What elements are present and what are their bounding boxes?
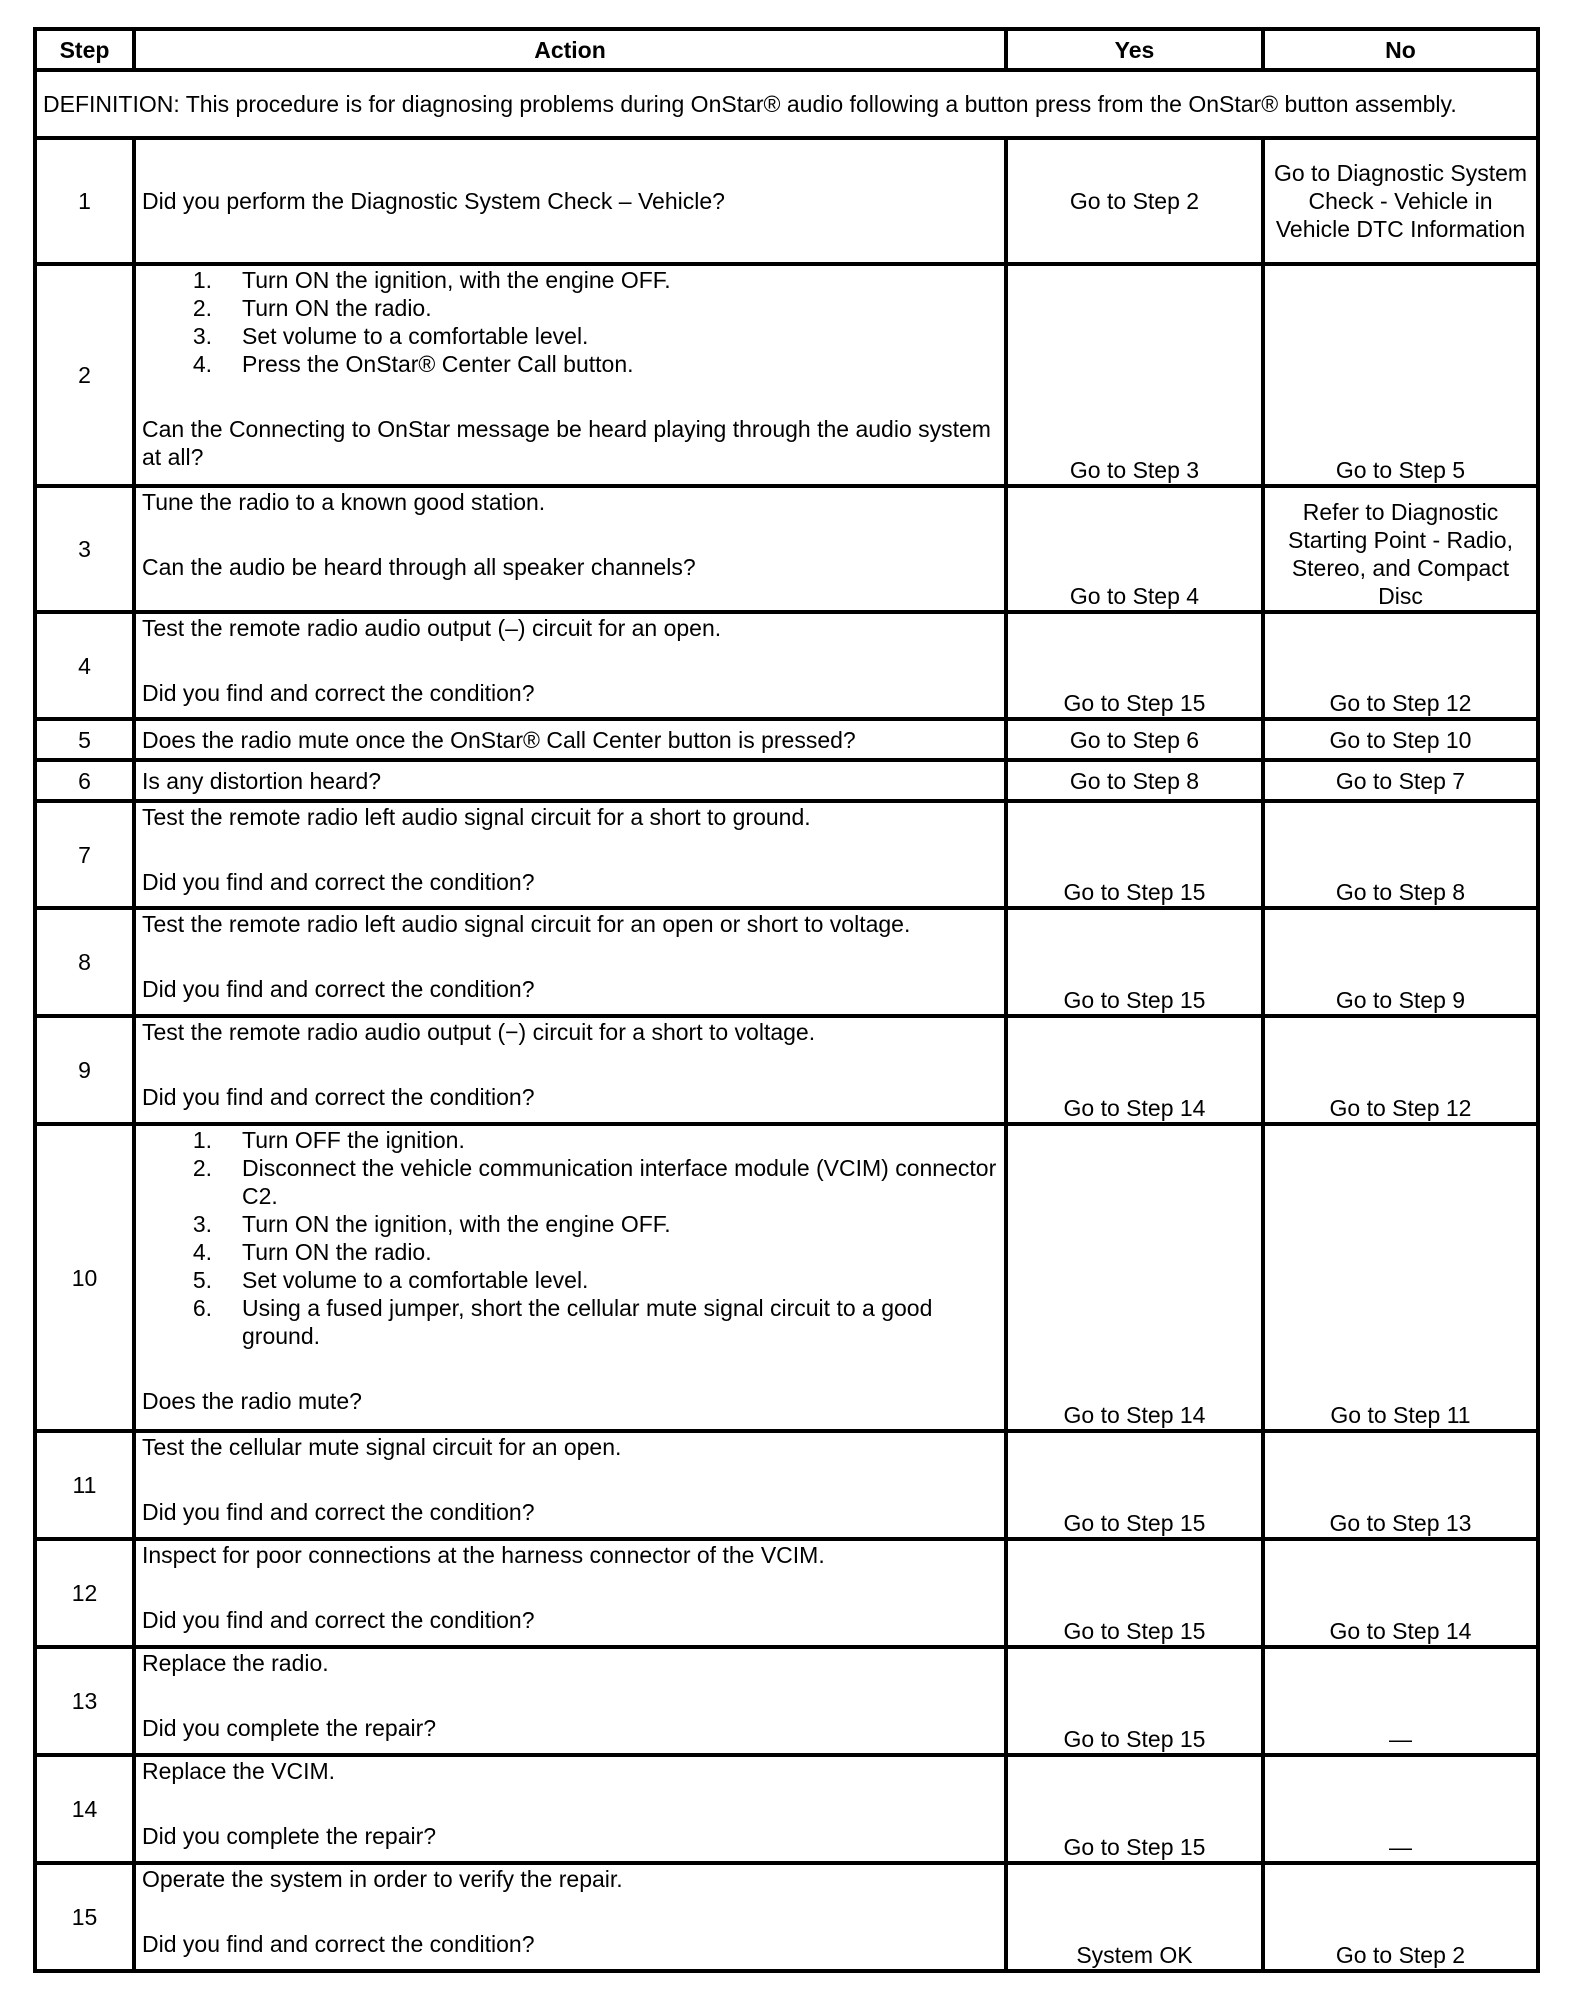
yes-result: Go to Step 3 bbox=[1006, 264, 1263, 486]
header-action: Action bbox=[134, 29, 1006, 70]
substep-item bbox=[142, 1238, 998, 1266]
substep-text: Press the OnStar® Center Call button. bbox=[242, 351, 634, 377]
yes-result: Go to Step 15 bbox=[1006, 1755, 1263, 1863]
step-number: 1 bbox=[35, 138, 134, 264]
action-cell bbox=[134, 760, 1006, 801]
spacer bbox=[142, 1677, 998, 1714]
yes-result: System OK bbox=[1006, 1863, 1263, 1971]
no-result: — bbox=[1263, 1647, 1538, 1755]
table-row bbox=[35, 908, 1538, 1016]
step-number: 9 bbox=[35, 1016, 134, 1124]
yes-result: Go to Step 14 bbox=[1006, 1124, 1263, 1431]
substep-number: 1. bbox=[192, 1127, 212, 1153]
action-cell bbox=[134, 1431, 1006, 1539]
spacer bbox=[142, 1046, 998, 1083]
no-result: Go to Step 13 bbox=[1263, 1431, 1538, 1539]
action-cell bbox=[134, 138, 1006, 264]
question-text: Did you find and correct the condition? bbox=[142, 1084, 535, 1110]
step-number: 8 bbox=[35, 908, 134, 1016]
no-result: Go to Step 2 bbox=[1263, 1863, 1538, 1971]
spacer bbox=[142, 1350, 998, 1387]
spacer bbox=[142, 642, 998, 679]
step-number: 13 bbox=[35, 1647, 134, 1755]
action-cell bbox=[134, 719, 1006, 760]
action-text: Does the radio mute once the OnStar® Call Center button is pressed? bbox=[142, 726, 856, 753]
substep-list bbox=[142, 1126, 998, 1350]
step-number: 10 bbox=[35, 1124, 134, 1431]
table-row bbox=[35, 1124, 1538, 1431]
substep-number: 3. bbox=[192, 1211, 212, 1237]
step-number: 2 bbox=[35, 264, 134, 486]
yes-result: Go to Step 15 bbox=[1006, 908, 1263, 1016]
substep-number: 2. bbox=[192, 1155, 212, 1181]
table-row bbox=[35, 1755, 1538, 1863]
substep-number: 3. bbox=[192, 323, 212, 349]
header-no: No bbox=[1263, 29, 1538, 70]
spacer bbox=[142, 938, 998, 975]
substep-item bbox=[142, 1266, 998, 1294]
yes-result: Go to Step 15 bbox=[1006, 1431, 1263, 1539]
table-row bbox=[35, 801, 1538, 908]
header-step: Step bbox=[35, 29, 134, 70]
substep-text: Turn ON the radio. bbox=[242, 295, 432, 321]
question-text: Did you complete the repair? bbox=[142, 1715, 437, 1741]
question-text: Did you find and correct the condition? bbox=[142, 1607, 535, 1633]
substep-item bbox=[142, 1294, 998, 1350]
no-result: Go to Step 12 bbox=[1263, 1016, 1538, 1124]
no-result: Go to Diagnostic System Check - Vehicle in Vehicle DTC Information bbox=[1263, 138, 1538, 264]
yes-result: Go to Step 6 bbox=[1006, 719, 1263, 760]
table-row bbox=[35, 486, 1538, 612]
spacer bbox=[142, 516, 998, 553]
table-row bbox=[35, 1431, 1538, 1539]
substep-item bbox=[142, 1210, 998, 1238]
substep-item bbox=[142, 294, 998, 322]
spacer bbox=[142, 1785, 998, 1822]
action-text: Test the remote radio audio output (–) circuit for an open. bbox=[142, 615, 722, 641]
yes-result: Go to Step 15 bbox=[1006, 612, 1263, 719]
step-number: 3 bbox=[35, 486, 134, 612]
substep-text: Turn ON the radio. bbox=[242, 1239, 432, 1265]
action-text: Test the cellular mute signal circuit for an open. bbox=[142, 1434, 622, 1460]
action-text: Replace the VCIM. bbox=[142, 1758, 336, 1784]
no-result: Go to Step 8 bbox=[1263, 801, 1538, 908]
no-result: Go to Step 11 bbox=[1263, 1124, 1538, 1431]
no-result: Go to Step 14 bbox=[1263, 1539, 1538, 1647]
table-row bbox=[35, 1863, 1538, 1971]
action-text: Operate the system in order to verify the repair. bbox=[142, 1866, 623, 1892]
action-cell bbox=[134, 801, 1006, 908]
substep-text: Set volume to a comfortable level. bbox=[242, 323, 589, 349]
action-text: Test the remote radio left audio signal circuit for a short to ground. bbox=[142, 804, 811, 830]
substep-number: 4. bbox=[192, 351, 212, 377]
step-number: 7 bbox=[35, 801, 134, 908]
step-number: 6 bbox=[35, 760, 134, 801]
yes-result: Go to Step 15 bbox=[1006, 1647, 1263, 1755]
diagnostic-table bbox=[33, 27, 1540, 1973]
step-number: 11 bbox=[35, 1431, 134, 1539]
substep-text: Turn ON the ignition, with the engine OFF. bbox=[242, 1211, 671, 1237]
substep-text: Set volume to a comfortable level. bbox=[242, 1267, 589, 1293]
action-text: Test the remote radio left audio signal circuit for an open or short to voltage. bbox=[142, 911, 911, 937]
substep-number: 2. bbox=[192, 295, 212, 321]
definition-row bbox=[35, 70, 1538, 138]
header-yes: Yes bbox=[1006, 29, 1263, 70]
substep-item bbox=[142, 350, 998, 378]
action-cell bbox=[134, 1863, 1006, 1971]
substep-text: Turn ON the ignition, with the engine OFF. bbox=[242, 267, 671, 293]
action-cell bbox=[134, 612, 1006, 719]
table-row bbox=[35, 760, 1538, 801]
yes-result: Go to Step 15 bbox=[1006, 801, 1263, 908]
action-cell bbox=[134, 1124, 1006, 1431]
question-text: Can the Connecting to OnStar message be heard playing through the audio system at all? bbox=[142, 416, 991, 470]
spacer bbox=[142, 378, 998, 415]
action-cell bbox=[134, 264, 1006, 486]
question-text: Did you find and correct the condition? bbox=[142, 1931, 535, 1957]
question-text: Did you find and correct the condition? bbox=[142, 869, 535, 895]
yes-result: Go to Step 14 bbox=[1006, 1016, 1263, 1124]
table-row bbox=[35, 264, 1538, 486]
substep-text: Turn OFF the ignition. bbox=[242, 1127, 465, 1153]
substep-item bbox=[142, 1154, 998, 1210]
action-text: Inspect for poor connections at the harness connector of the VCIM. bbox=[142, 1542, 825, 1568]
no-result: Refer to Diagnostic Starting Point - Radio, Stereo, and Compact Disc bbox=[1263, 486, 1538, 612]
action-cell bbox=[134, 1647, 1006, 1755]
action-text: Tune the radio to a known good station. bbox=[142, 489, 546, 515]
yes-result: Go to Step 2 bbox=[1006, 138, 1263, 264]
table-row bbox=[35, 1647, 1538, 1755]
substep-list bbox=[142, 266, 998, 378]
question-text: Did you find and correct the condition? bbox=[142, 1499, 535, 1525]
table-row bbox=[35, 1016, 1538, 1124]
substep-item bbox=[142, 1126, 998, 1154]
action-cell bbox=[134, 486, 1006, 612]
question-text: Did you complete the repair? bbox=[142, 1823, 437, 1849]
substep-number: 1. bbox=[192, 267, 212, 293]
substep-number: 4. bbox=[192, 1239, 212, 1265]
spacer bbox=[142, 1461, 998, 1498]
no-result: Go to Step 5 bbox=[1263, 264, 1538, 486]
substep-item bbox=[142, 322, 998, 350]
substep-number: 5. bbox=[192, 1267, 212, 1293]
action-text: Is any distortion heard? bbox=[142, 767, 382, 794]
substep-text: Disconnect the vehicle communication interface module (VCIM) connector C2. bbox=[242, 1155, 997, 1209]
definition-text: DEFINITION: This procedure is for diagnosing problems during OnStar® audio following a button press from the OnStar® button assembly. bbox=[35, 70, 1538, 138]
table-row bbox=[35, 612, 1538, 719]
spacer bbox=[142, 831, 998, 868]
spacer bbox=[142, 1893, 998, 1930]
no-result: Go to Step 7 bbox=[1263, 760, 1538, 801]
substep-item bbox=[142, 266, 998, 294]
table-row bbox=[35, 719, 1538, 760]
action-text: Replace the radio. bbox=[142, 1650, 329, 1676]
action-cell bbox=[134, 1539, 1006, 1647]
question-text: Did you find and correct the condition? bbox=[142, 976, 535, 1002]
no-result: — bbox=[1263, 1755, 1538, 1863]
yes-result: Go to Step 15 bbox=[1006, 1539, 1263, 1647]
no-result: Go to Step 12 bbox=[1263, 612, 1538, 719]
step-number: 12 bbox=[35, 1539, 134, 1647]
action-cell bbox=[134, 1016, 1006, 1124]
action-text: Did you perform the Diagnostic System Check – Vehicle? bbox=[142, 188, 725, 214]
substep-text: Using a fused jumper, short the cellular mute signal circuit to a good ground. bbox=[242, 1295, 933, 1349]
question-text: Does the radio mute? bbox=[142, 1388, 362, 1414]
step-number: 15 bbox=[35, 1863, 134, 1971]
action-text: Test the remote radio audio output (−) circuit for a short to voltage. bbox=[142, 1019, 816, 1045]
table-row bbox=[35, 1539, 1538, 1647]
step-number: 4 bbox=[35, 612, 134, 719]
yes-result: Go to Step 4 bbox=[1006, 486, 1263, 612]
table-row bbox=[35, 138, 1538, 264]
header-row bbox=[35, 29, 1538, 70]
no-result: Go to Step 10 bbox=[1263, 719, 1538, 760]
step-number: 5 bbox=[35, 719, 134, 760]
action-cell bbox=[134, 908, 1006, 1016]
substep-number: 6. bbox=[192, 1295, 212, 1321]
question-text: Can the audio be heard through all speaker channels? bbox=[142, 554, 696, 580]
question-text: Did you find and correct the condition? bbox=[142, 680, 535, 706]
action-cell bbox=[134, 1755, 1006, 1863]
spacer bbox=[142, 1569, 998, 1606]
yes-result: Go to Step 8 bbox=[1006, 760, 1263, 801]
no-result: Go to Step 9 bbox=[1263, 908, 1538, 1016]
step-number: 14 bbox=[35, 1755, 134, 1863]
